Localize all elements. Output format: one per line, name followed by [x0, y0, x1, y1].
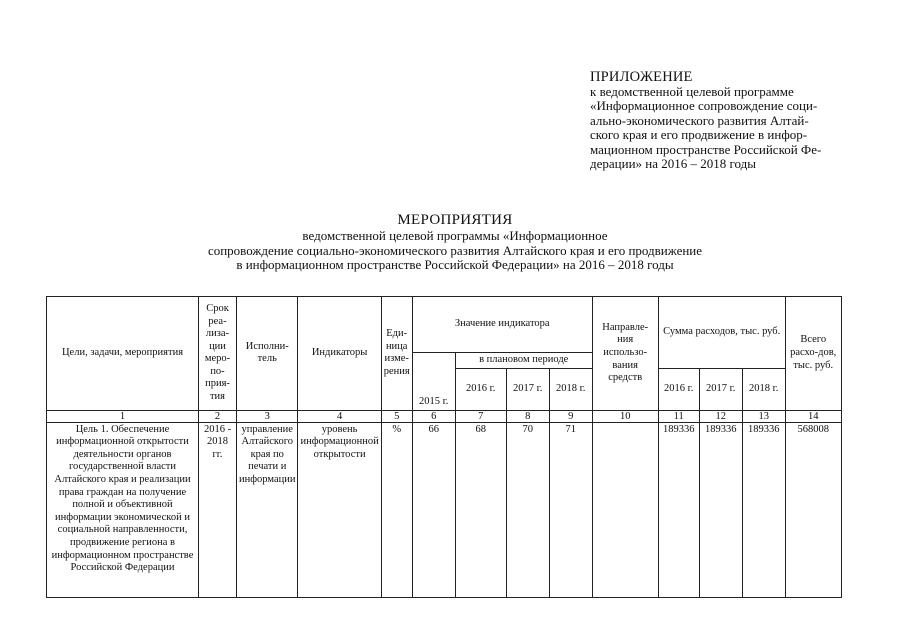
header-planned-period: в плановом периоде — [455, 353, 592, 369]
activities-table — [46, 296, 842, 598]
column-number: 2 — [199, 410, 237, 422]
appendix-line: «Информационное сопровождение соци- — [590, 98, 818, 113]
header-unit: Еди-ница изме-рения — [381, 297, 412, 411]
header-expense-2016: 2016 г. — [658, 368, 699, 410]
column-number: 13 — [742, 410, 785, 422]
goal-cell: Цель 1. Обеспечение информационной открытости деятельности органов государственной власти Алтайского края и реализации права граждан на получение полной и объективной информации экономической и социальной направленности, продвижение региона в информационном пространстве Российской Федерации — [47, 422, 199, 597]
header-indicator-value: Значение индикатора — [412, 297, 592, 353]
column-number: 8 — [506, 410, 549, 422]
unit-cell: % — [381, 422, 412, 597]
appendix-line: ально-экономического развития Алтай- — [590, 112, 809, 128]
heading-line: сопровождение социально-экономического развития Алтайского края и его продвижение — [207, 242, 703, 258]
heading-line: в информационном пространстве Российской Федерации» на 2016 – 2018 годы — [236, 257, 674, 272]
value-2015-cell: 66 — [412, 422, 455, 597]
header-goals: Цели, задачи, мероприятия — [47, 297, 199, 411]
indicator-cell: уровень информационной открытости — [298, 422, 381, 597]
term-cell: 2016 - 2018 гг. — [199, 422, 237, 597]
direction-cell — [592, 422, 658, 597]
value-2016-cell: 68 — [455, 422, 506, 597]
header-term: Срок реа-лиза-ции меро-по-прия-тия — [199, 297, 237, 411]
appendix-line: дерации» на 2016 – 2018 годы — [590, 156, 756, 171]
document-title: МЕРОПРИЯТИЯ — [397, 212, 513, 228]
value-2018-cell: 71 — [549, 422, 592, 597]
column-number: 3 — [237, 410, 298, 422]
column-number: 4 — [298, 410, 381, 422]
appendix-line: к ведомственной целевой программе — [590, 83, 794, 99]
header-indicators: Индикаторы — [298, 297, 381, 411]
total-cell: 568008 — [785, 422, 841, 597]
header-2015: 2015 г. — [412, 353, 455, 411]
column-number: 6 — [412, 410, 455, 422]
document-heading — [140, 212, 770, 273]
column-number: 12 — [699, 410, 742, 422]
expense-2016-cell: 189336 — [658, 422, 699, 597]
header-expense-2017: 2017 г. — [699, 368, 742, 410]
appendix-line: ского края и его продвижение в инфор- — [590, 127, 808, 142]
appendix-title: ПРИЛОЖЕНИЕ — [590, 69, 693, 85]
value-2017-cell: 70 — [506, 422, 549, 597]
column-number-row — [47, 410, 842, 422]
column-number: 1 — [47, 410, 199, 422]
expense-2017-cell: 189336 — [699, 422, 742, 597]
header-total: Всего расхо-дов, тыс. руб. — [785, 297, 841, 411]
column-number: 5 — [381, 410, 412, 422]
header-direction: Направле-ния использо-вания средств — [592, 297, 658, 411]
header-2017: 2017 г. — [506, 368, 549, 410]
expense-2018-cell: 189336 — [742, 422, 785, 597]
appendix-line: мационном пространстве Российской Фе- — [590, 141, 822, 157]
column-number: 14 — [785, 410, 841, 422]
header-executor: Исполни-тель — [237, 297, 298, 411]
column-number: 9 — [549, 410, 592, 422]
executor-cell: управление Алтайского края по печати и информации — [237, 422, 298, 597]
column-number: 11 — [658, 410, 699, 422]
table-row — [47, 422, 842, 597]
heading-line: ведомственной целевой программы «Информационное — [302, 228, 608, 243]
column-number: 7 — [455, 410, 506, 422]
header-2018: 2018 г. — [549, 368, 592, 410]
header-expenses: Сумма расходов, тыс. руб. — [658, 297, 785, 369]
header-expense-2018: 2018 г. — [742, 368, 785, 410]
header-2016: 2016 г. — [455, 368, 506, 410]
column-number: 10 — [592, 410, 658, 422]
appendix-block — [590, 70, 858, 172]
